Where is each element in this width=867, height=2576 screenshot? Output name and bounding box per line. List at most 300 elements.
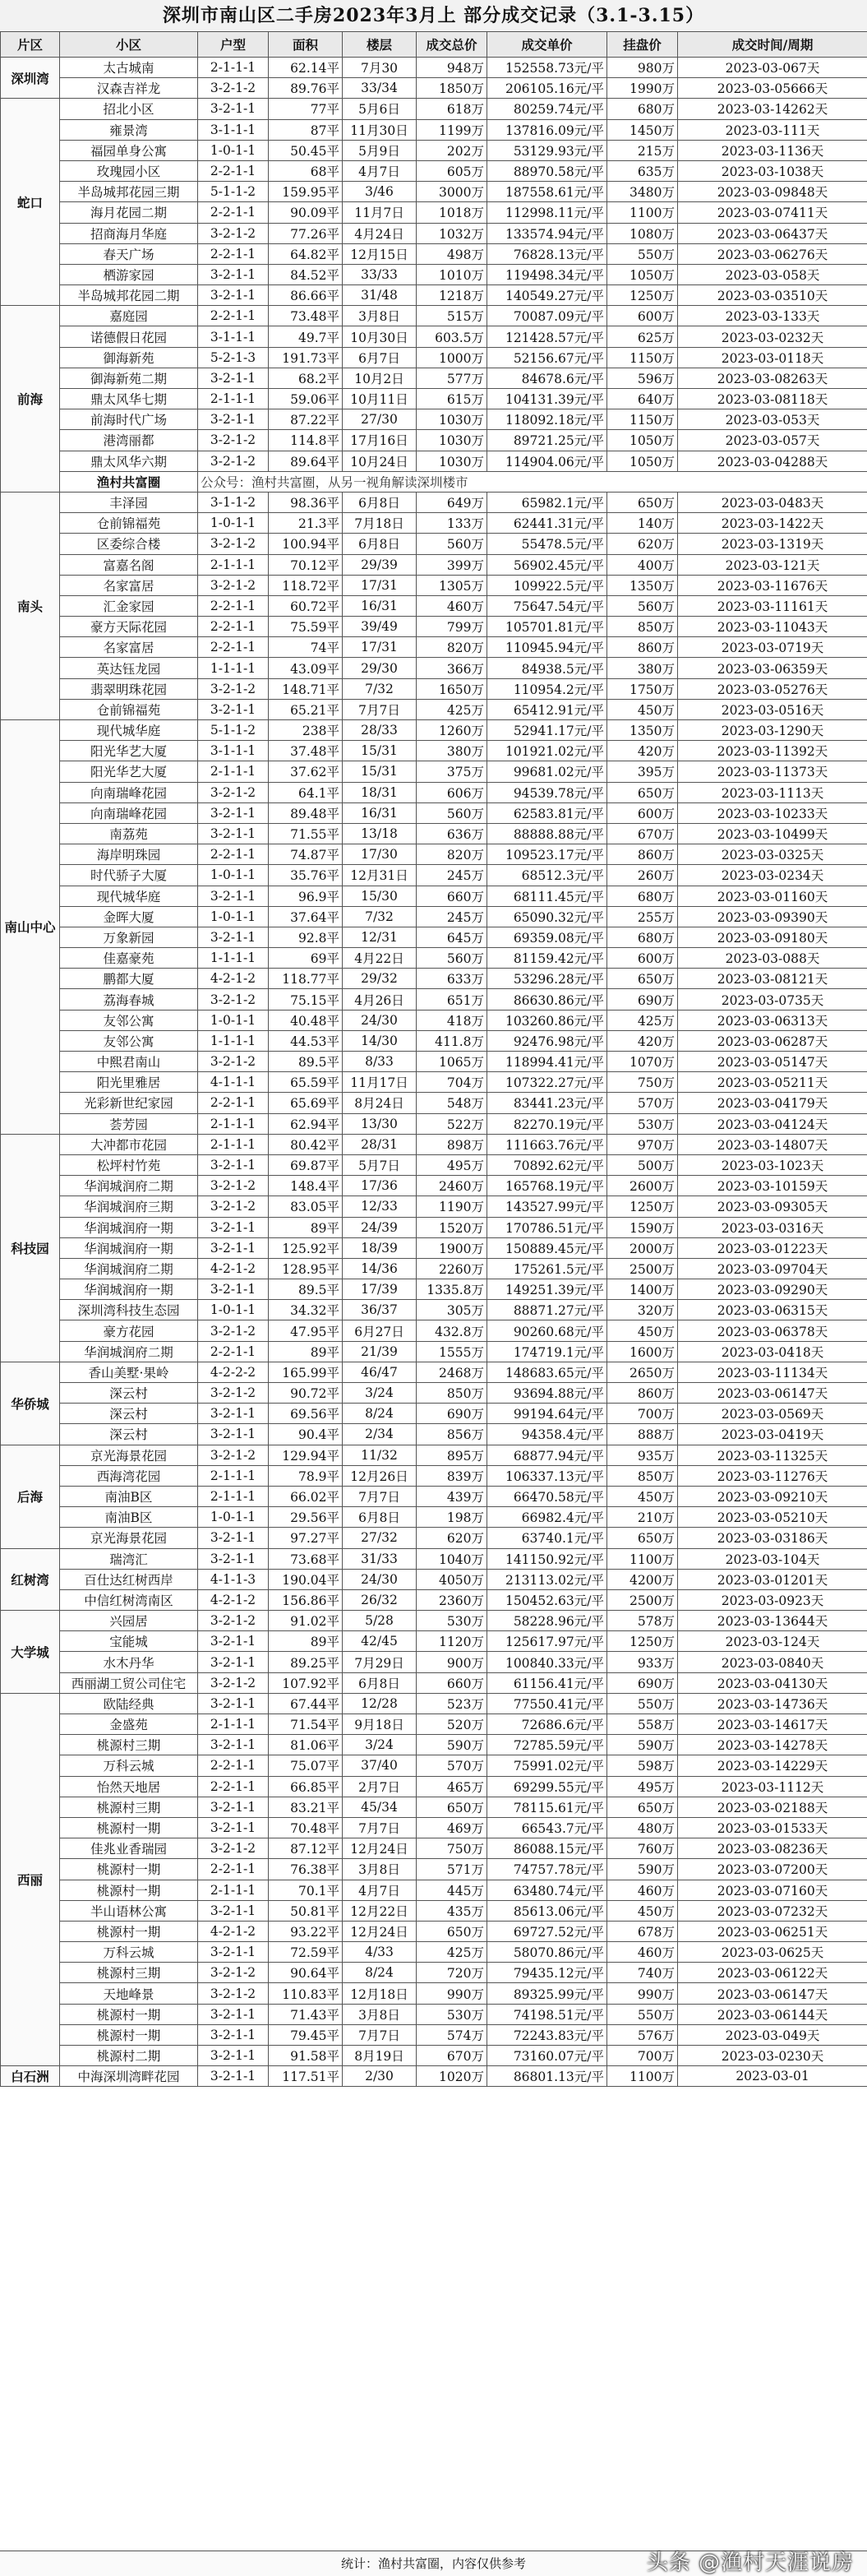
cell-total-price: 750万 xyxy=(417,1838,487,1859)
district-cell: 白石洲 xyxy=(1,2066,60,2087)
cell-community: 御海新苑二期 xyxy=(60,368,198,388)
cell-deal-time: 2023-03-06147天 xyxy=(678,1983,867,2004)
cell-area: 118.77平 xyxy=(269,969,343,989)
cell-floor: 7月7日 xyxy=(343,1486,417,1506)
cell-list-price: 640万 xyxy=(607,389,678,409)
cell-deal-time: 2023-03-1023天 xyxy=(678,1154,867,1175)
cell-unit-price: 62441.31元/平 xyxy=(487,513,607,534)
cell-layout: 3-2-1-2 xyxy=(198,1445,269,1465)
cell-community: 桃源村二期 xyxy=(60,2046,198,2066)
cell-list-price: 420万 xyxy=(607,741,678,761)
cell-total-price: 1030万 xyxy=(417,451,487,471)
cell-area: 60.72平 xyxy=(269,595,343,616)
cell-layout: 4-2-1-2 xyxy=(198,1921,269,1941)
cell-list-price: 1250万 xyxy=(607,285,678,306)
cell-list-price: 460万 xyxy=(607,1942,678,1963)
cell-list-price: 680万 xyxy=(607,927,678,947)
cell-floor: 12/28 xyxy=(343,1693,417,1713)
cell-unit-price: 72243.83元/平 xyxy=(487,2024,607,2045)
cell-total-price: 1520万 xyxy=(417,1217,487,1237)
cell-unit-price: 109523.17元/平 xyxy=(487,844,607,865)
table-row xyxy=(1,451,867,471)
cell-total-price: 498万 xyxy=(417,243,487,264)
cell-total-price: 620万 xyxy=(417,1528,487,1548)
cell-area: 59.06平 xyxy=(269,389,343,409)
cell-area: 74平 xyxy=(269,637,343,658)
cell-community: 南油B区 xyxy=(60,1507,198,1528)
cell-list-price: 2500万 xyxy=(607,1589,678,1610)
cell-list-price: 2650万 xyxy=(607,1362,678,1382)
cell-total-price: 650万 xyxy=(417,1921,487,1941)
cell-community: 时代骄子大厦 xyxy=(60,865,198,886)
cell-area: 70.48平 xyxy=(269,1817,343,1838)
cell-layout: 2-1-1-1 xyxy=(198,1465,269,1486)
cell-list-price: 1350万 xyxy=(607,720,678,741)
table-row xyxy=(1,1052,867,1072)
table-row xyxy=(1,78,867,99)
cell-unit-price: 90260.68元/平 xyxy=(487,1320,607,1341)
cell-community: 佳嘉豪苑 xyxy=(60,948,198,969)
table-body xyxy=(1,58,867,2087)
cell-area: 114.8平 xyxy=(269,430,343,451)
cell-list-price: 215万 xyxy=(607,140,678,160)
cell-total-price: 133万 xyxy=(417,513,487,534)
cell-layout: 2-2-1-1 xyxy=(198,1341,269,1362)
cell-unit-price: 70087.09元/平 xyxy=(487,306,607,326)
cell-layout: 3-2-1-2 xyxy=(198,989,269,1010)
cell-area: 107.92平 xyxy=(269,1672,343,1693)
cell-unit-price: 112998.11元/平 xyxy=(487,202,607,223)
cell-list-price: 4200万 xyxy=(607,1569,678,1589)
cell-deal-time: 2023-03-14807天 xyxy=(678,1134,867,1154)
table-row xyxy=(1,306,867,326)
table-row xyxy=(1,368,867,388)
cell-total-price: 380万 xyxy=(417,741,487,761)
cell-deal-time: 2023-03-0569天 xyxy=(678,1404,867,1424)
cell-area: 49.7平 xyxy=(269,326,343,347)
cell-deal-time: 2023-03-057天 xyxy=(678,430,867,451)
cell-community: 福园单身公寓 xyxy=(60,140,198,160)
cell-floor: 28/31 xyxy=(343,1134,417,1154)
table-row xyxy=(1,823,867,844)
cell-total-price: 425万 xyxy=(417,699,487,719)
cell-total-price: 530万 xyxy=(417,1611,487,1631)
cell-floor: 14/30 xyxy=(343,1030,417,1051)
district-cell: 科技园 xyxy=(1,1134,60,1362)
cell-list-price: 700万 xyxy=(607,1404,678,1424)
cell-layout: 3-2-1-1 xyxy=(198,1942,269,1963)
table-row xyxy=(1,1983,867,2004)
cell-list-price: 460万 xyxy=(607,1880,678,1900)
cell-area: 68平 xyxy=(269,160,343,181)
table-row xyxy=(1,326,867,347)
cell-floor: 42/45 xyxy=(343,1631,417,1652)
cell-area: 64.1平 xyxy=(269,782,343,802)
cell-unit-price: 78115.61元/平 xyxy=(487,1797,607,1817)
cell-list-price: 1100万 xyxy=(607,202,678,223)
cell-unit-price: 99681.02元/平 xyxy=(487,761,607,782)
cell-layout: 4-1-1-3 xyxy=(198,1569,269,1589)
cell-unit-price: 52941.17元/平 xyxy=(487,720,607,741)
cell-list-price: 380万 xyxy=(607,658,678,678)
cell-floor: 5月9日 xyxy=(343,140,417,160)
cell-community: 桃源村一期 xyxy=(60,1859,198,1880)
cell-community: 玫瑰园小区 xyxy=(60,160,198,181)
cell-community: 华润城润府二期 xyxy=(60,1258,198,1279)
cell-floor: 36/37 xyxy=(343,1300,417,1320)
cell-community: 阳光华艺大厦 xyxy=(60,761,198,782)
cell-layout: 3-2-1-1 xyxy=(198,264,269,284)
table-row xyxy=(1,1320,867,1341)
cell-unit-price: 106337.13元/平 xyxy=(487,1465,607,1486)
cell-floor: 3月8日 xyxy=(343,2004,417,2024)
table-row xyxy=(1,534,867,554)
cell-unit-price: 63480.74元/平 xyxy=(487,1880,607,1900)
cell-total-price: 820万 xyxy=(417,637,487,658)
cell-floor: 10月11日 xyxy=(343,389,417,409)
cell-list-price: 860万 xyxy=(607,637,678,658)
cell-community: 宝能城 xyxy=(60,1631,198,1652)
cell-floor: 33/34 xyxy=(343,78,417,99)
cell-total-price: 2460万 xyxy=(417,1176,487,1196)
cell-deal-time: 2023-03-0232天 xyxy=(678,326,867,347)
cell-unit-price: 55478.5元/平 xyxy=(487,534,607,554)
cell-list-price: 550万 xyxy=(607,2004,678,2024)
table-row xyxy=(1,1383,867,1404)
cell-total-price: 990万 xyxy=(417,1983,487,2004)
cell-total-price: 649万 xyxy=(417,492,487,512)
cell-layout: 4-1-1-1 xyxy=(198,1072,269,1093)
cell-list-price: 750万 xyxy=(607,1072,678,1093)
cell-community: 翡翠明珠花园 xyxy=(60,678,198,699)
cell-layout: 4-2-1-2 xyxy=(198,1258,269,1279)
cell-total-price: 399万 xyxy=(417,554,487,575)
cell-total-price: 520万 xyxy=(417,1714,487,1735)
cell-list-price: 635万 xyxy=(607,160,678,181)
cell-list-price: 1750万 xyxy=(607,678,678,699)
cell-list-price: 690万 xyxy=(607,989,678,1010)
table-row xyxy=(1,409,867,430)
col-header-layout: 户型 xyxy=(198,32,269,58)
cell-floor: 37/40 xyxy=(343,1755,417,1776)
table-row xyxy=(1,160,867,181)
cell-list-price: 3480万 xyxy=(607,182,678,202)
cell-floor: 13/18 xyxy=(343,823,417,844)
cell-list-price: 740万 xyxy=(607,1963,678,1983)
cell-community: 海月花园二期 xyxy=(60,202,198,223)
cell-layout: 3-2-1-1 xyxy=(198,2004,269,2024)
cell-unit-price: 61156.41元/平 xyxy=(487,1672,607,1693)
cell-unit-price: 81159.42元/平 xyxy=(487,948,607,969)
cell-community: 诺德假日花园 xyxy=(60,326,198,347)
cell-list-price: 2600万 xyxy=(607,1176,678,1196)
cell-deal-time: 2023-03-06287天 xyxy=(678,1030,867,1051)
cell-layout: 3-2-1-1 xyxy=(198,2046,269,2066)
cell-layout: 3-2-1-2 xyxy=(198,1672,269,1693)
cell-community: 天地峰景 xyxy=(60,1983,198,2004)
cell-list-price: 1080万 xyxy=(607,223,678,243)
table-row xyxy=(1,741,867,761)
cell-total-price: 495万 xyxy=(417,1154,487,1175)
cell-area: 96.9平 xyxy=(269,886,343,906)
cell-deal-time: 2023-03-14229天 xyxy=(678,1755,867,1776)
cell-list-price: 600万 xyxy=(607,948,678,969)
cell-community: 华润城润府一期 xyxy=(60,1279,198,1300)
cell-community: 鼎太风华六期 xyxy=(60,451,198,471)
cell-deal-time: 2023-03-14736天 xyxy=(678,1693,867,1713)
cell-total-price: 1305万 xyxy=(417,575,487,595)
cell-deal-time: 2023-03-0418天 xyxy=(678,1341,867,1362)
cell-floor: 12月22日 xyxy=(343,1900,417,1921)
cell-unit-price: 88970.58元/平 xyxy=(487,160,607,181)
cell-layout: 2-2-1-1 xyxy=(198,1755,269,1776)
cell-list-price: 450万 xyxy=(607,1486,678,1506)
cell-area: 90.72平 xyxy=(269,1383,343,1404)
cell-unit-price: 103260.86元/平 xyxy=(487,1010,607,1030)
cell-layout: 3-2-1-2 xyxy=(198,1052,269,1072)
cell-floor: 8/24 xyxy=(343,1963,417,1983)
cell-list-price: 680万 xyxy=(607,99,678,119)
table-row xyxy=(1,1113,867,1134)
cell-unit-price: 125617.97元/平 xyxy=(487,1631,607,1652)
cell-deal-time: 2023-03-07411天 xyxy=(678,202,867,223)
cell-community: 豪方天际花园 xyxy=(60,617,198,637)
table-row xyxy=(1,969,867,989)
cell-floor: 3月8日 xyxy=(343,1859,417,1880)
cell-floor: 9月18日 xyxy=(343,1714,417,1735)
district-cell: 南头 xyxy=(1,492,60,719)
cell-deal-time: 2023-03-1136天 xyxy=(678,140,867,160)
cell-unit-price: 133574.94元/平 xyxy=(487,223,607,243)
cell-unit-price: 101921.02元/平 xyxy=(487,741,607,761)
cell-floor: 12月24日 xyxy=(343,1921,417,1941)
cell-layout: 4-2-1-2 xyxy=(198,969,269,989)
cell-area: 65.59平 xyxy=(269,1072,343,1093)
table-row xyxy=(1,1196,867,1217)
cell-community: 御海新苑 xyxy=(60,347,198,368)
cell-unit-price: 174719.1元/平 xyxy=(487,1341,607,1362)
district-cell: 红树湾 xyxy=(1,1548,60,1611)
cell-list-price: 1050万 xyxy=(607,430,678,451)
cell-unit-price: 86088.15元/平 xyxy=(487,1838,607,1859)
cell-deal-time: 2023-03-01533天 xyxy=(678,1817,867,1838)
cell-deal-time: 2023-03-067天 xyxy=(678,58,867,78)
cell-community: 西丽湖工贸公司住宅 xyxy=(60,1672,198,1693)
cell-area: 69.87平 xyxy=(269,1154,343,1175)
cell-community: 瑞湾汇 xyxy=(60,1548,198,1569)
cell-deal-time: 2023-03-0325天 xyxy=(678,844,867,865)
cell-community: 嘉庭园 xyxy=(60,306,198,326)
cell-deal-time: 2023-03-13644天 xyxy=(678,1611,867,1631)
cell-area: 89.5平 xyxy=(269,1052,343,1072)
cell-list-price: 400万 xyxy=(607,554,678,575)
cell-layout: 3-2-1-1 xyxy=(198,1404,269,1424)
cell-community: 深云村 xyxy=(60,1404,198,1424)
cell-unit-price: 110954.2元/平 xyxy=(487,678,607,699)
cell-layout: 1-0-1-1 xyxy=(198,1010,269,1030)
cell-total-price: 560万 xyxy=(417,534,487,554)
cell-layout: 3-2-1-1 xyxy=(198,1652,269,1672)
cell-unit-price: 89325.99元/平 xyxy=(487,1983,607,2004)
cell-deal-time: 2023-03-05147天 xyxy=(678,1052,867,1072)
cell-floor: 12/33 xyxy=(343,1196,417,1217)
cell-floor: 45/34 xyxy=(343,1797,417,1817)
cell-deal-time: 2023-03-05276天 xyxy=(678,678,867,699)
table-row xyxy=(1,554,867,575)
cell-list-price: 450万 xyxy=(607,699,678,719)
col-header-district: 片区 xyxy=(1,32,60,58)
cell-total-price: 856万 xyxy=(417,1424,487,1445)
table-row xyxy=(1,1486,867,1506)
cell-total-price: 1032万 xyxy=(417,223,487,243)
cell-total-price: 548万 xyxy=(417,1093,487,1113)
cell-list-price: 395万 xyxy=(607,761,678,782)
cell-deal-time: 2023-03-05666天 xyxy=(678,78,867,99)
cell-total-price: 1040万 xyxy=(417,1548,487,1569)
table-row xyxy=(1,927,867,947)
cell-layout: 3-2-1-2 xyxy=(198,1383,269,1404)
cell-community: 鼎太风华七期 xyxy=(60,389,198,409)
table-row xyxy=(1,1010,867,1030)
cell-community: 荟芳园 xyxy=(60,1113,198,1134)
cell-area: 77平 xyxy=(269,99,343,119)
table-row xyxy=(1,617,867,637)
cell-community: 南荔苑 xyxy=(60,823,198,844)
cell-area: 72.59平 xyxy=(269,1942,343,1963)
cell-layout: 1-0-1-1 xyxy=(198,906,269,927)
cell-floor: 24/30 xyxy=(343,1010,417,1030)
cell-community: 现代城华庭 xyxy=(60,720,198,741)
cell-deal-time: 2023-03-11161天 xyxy=(678,595,867,616)
cell-unit-price: 89721.25元/平 xyxy=(487,430,607,451)
cell-list-price: 450万 xyxy=(607,1900,678,1921)
cell-community: 佳兆业香瑞园 xyxy=(60,1838,198,1859)
table-row xyxy=(1,720,867,741)
cell-list-price: 1250万 xyxy=(607,1631,678,1652)
cell-community: 万象新园 xyxy=(60,927,198,947)
cell-floor: 2/34 xyxy=(343,1424,417,1445)
cell-deal-time: 2023-03-104天 xyxy=(678,1548,867,1569)
table-row xyxy=(1,1404,867,1424)
cell-community: 桃源村三期 xyxy=(60,1735,198,1755)
col-header-area: 面积 xyxy=(269,32,343,58)
cell-area: 165.99平 xyxy=(269,1362,343,1382)
cell-community: 阳光华艺大厦 xyxy=(60,741,198,761)
cell-total-price: 570万 xyxy=(417,1755,487,1776)
table-row xyxy=(1,1548,867,1569)
cell-list-price: 670万 xyxy=(607,823,678,844)
table-row xyxy=(1,1341,867,1362)
table-row xyxy=(1,637,867,658)
cell-area: 148.4平 xyxy=(269,1176,343,1196)
cell-floor: 4月7日 xyxy=(343,1880,417,1900)
cell-deal-time: 2023-03-04130天 xyxy=(678,1672,867,1693)
cell-layout: 3-2-1-1 xyxy=(198,1735,269,1755)
table-row xyxy=(1,886,867,906)
cell-list-price: 860万 xyxy=(607,844,678,865)
table-row xyxy=(1,1735,867,1755)
cell-total-price: 202万 xyxy=(417,140,487,160)
cell-community: 华润城润府二期 xyxy=(60,1176,198,1196)
cell-layout: 3-2-1-1 xyxy=(198,1797,269,1817)
cell-list-price: 990万 xyxy=(607,1983,678,2004)
cell-total-price: 198万 xyxy=(417,1507,487,1528)
cell-deal-time: 2023-03-11373天 xyxy=(678,761,867,782)
cell-deal-time: 2023-03-0316天 xyxy=(678,1217,867,1237)
cell-floor: 8/33 xyxy=(343,1052,417,1072)
cell-area: 76.38平 xyxy=(269,1859,343,1880)
cell-deal-time: 2023-03-11276天 xyxy=(678,1465,867,1486)
cell-total-price: 560万 xyxy=(417,802,487,823)
cell-area: 66.85平 xyxy=(269,1776,343,1797)
cell-list-price: 530万 xyxy=(607,1113,678,1134)
cell-community: 欧陆经典 xyxy=(60,1693,198,1713)
cell-unit-price: 83441.23元/平 xyxy=(487,1093,607,1113)
table-row xyxy=(1,1569,867,1589)
cell-layout: 3-2-1-2 xyxy=(198,430,269,451)
col-header-community: 小区 xyxy=(60,32,198,58)
cell-community: 中海深圳湾畔花园 xyxy=(60,2066,198,2087)
cell-layout: 3-2-1-2 xyxy=(198,575,269,595)
cell-layout: 3-2-1-2 xyxy=(198,1196,269,1217)
cell-total-price: 1190万 xyxy=(417,1196,487,1217)
cell-layout: 3-2-1-1 xyxy=(198,1154,269,1175)
cell-area: 47.95平 xyxy=(269,1320,343,1341)
cell-layout: 3-2-1-1 xyxy=(198,1693,269,1713)
cell-total-price: 660万 xyxy=(417,886,487,906)
sheet-title: 深圳市南山区二手房2023年3月上 部分成交记录（3.1-3.15） xyxy=(0,0,867,33)
table-row xyxy=(1,1900,867,1921)
cell-list-price: 1070万 xyxy=(607,1052,678,1072)
cell-layout: 1-0-1-1 xyxy=(198,1300,269,1320)
cell-area: 89平 xyxy=(269,1631,343,1652)
cell-total-price: 465万 xyxy=(417,1776,487,1797)
cell-unit-price: 76828.13元/平 xyxy=(487,243,607,264)
cell-area: 87平 xyxy=(269,119,343,140)
cell-area: 92.8平 xyxy=(269,927,343,947)
cell-list-price: 550万 xyxy=(607,243,678,264)
cell-area: 50.81平 xyxy=(269,1900,343,1921)
cell-total-price: 530万 xyxy=(417,2004,487,2024)
cell-deal-time: 2023-03-0419天 xyxy=(678,1424,867,1445)
cell-layout: 3-2-1-2 xyxy=(198,78,269,99)
cell-area: 89.48平 xyxy=(269,802,343,823)
cell-layout: 2-1-1-1 xyxy=(198,1714,269,1735)
cell-community: 深云村 xyxy=(60,1383,198,1404)
cell-unit-price: 73160.07元/平 xyxy=(487,2046,607,2066)
cell-area: 37.48平 xyxy=(269,741,343,761)
cell-total-price: 590万 xyxy=(417,1735,487,1755)
cell-area: 37.64平 xyxy=(269,906,343,927)
cell-community: 西海湾花园 xyxy=(60,1465,198,1486)
table-row xyxy=(1,782,867,802)
cell-community: 怡然天地居 xyxy=(60,1776,198,1797)
cell-area: 89.76平 xyxy=(269,78,343,99)
cell-list-price: 425万 xyxy=(607,1010,678,1030)
cell-area: 81.06平 xyxy=(269,1735,343,1755)
cell-floor: 29/39 xyxy=(343,554,417,575)
cell-floor: 11月30日 xyxy=(343,119,417,140)
cell-layout: 2-1-1-1 xyxy=(198,1880,269,1900)
cell-unit-price: 69359.08元/平 xyxy=(487,927,607,947)
cell-layout: 3-1-1-1 xyxy=(198,326,269,347)
cell-layout: 3-2-1-1 xyxy=(198,823,269,844)
cell-deal-time: 2023-03-09180天 xyxy=(678,927,867,947)
cell-list-price: 1150万 xyxy=(607,347,678,368)
cell-community: 招商海月华庭 xyxy=(60,223,198,243)
cell-community: 兴园居 xyxy=(60,1611,198,1631)
table-row xyxy=(1,1652,867,1672)
